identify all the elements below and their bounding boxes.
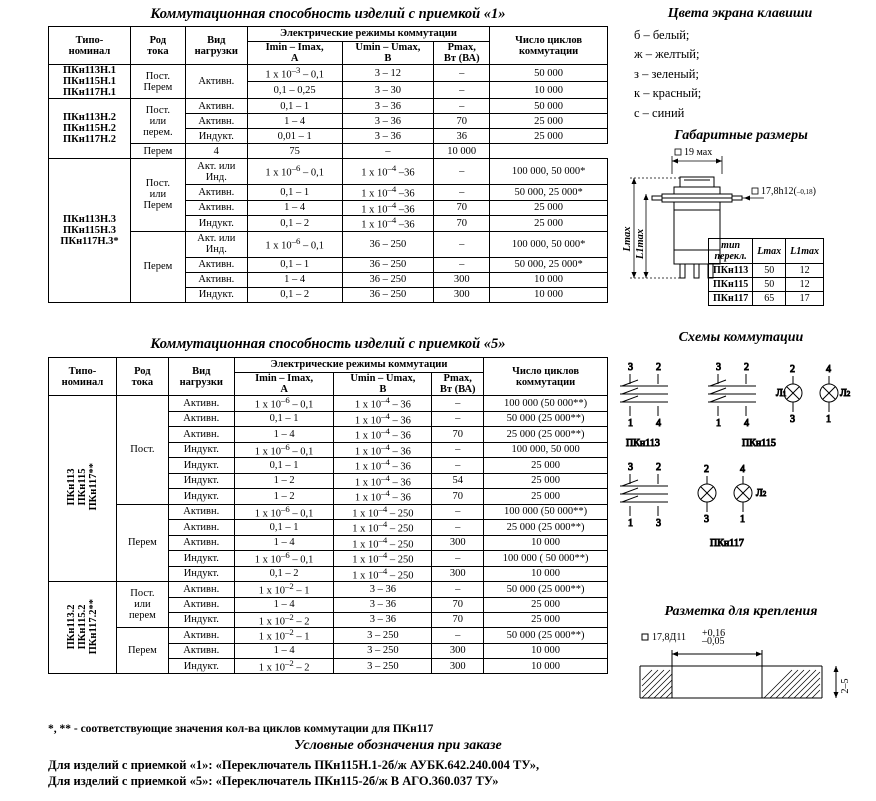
cell-current-range: 0,1 – 1	[247, 185, 342, 201]
cell-current-range: 0,1 – 0,25	[247, 82, 342, 99]
th-umin: Umin – Umax, В	[334, 373, 432, 396]
cell-voltage-range: 3 – 250	[334, 643, 432, 658]
svg-text:1: 1	[628, 418, 633, 429]
cell-voltage-range: 1 х $10^{-4} - 250$	[334, 535, 432, 551]
cell-load: Индукт.	[168, 658, 234, 674]
marking-title: Разметка для крепления	[664, 604, 818, 619]
dim-table-row	[709, 292, 824, 306]
cell-pmax: 300	[434, 272, 490, 287]
cell-cycles: 25 000	[484, 473, 608, 489]
cell-voltage-range: 3 – 250	[334, 628, 432, 644]
table2-container	[48, 357, 608, 674]
schemes-block	[612, 330, 870, 596]
mounting-marking-block	[612, 604, 870, 725]
svg-text:2: 2	[744, 362, 749, 373]
cell-pmax: –	[434, 159, 490, 185]
cell-pmax: 300	[432, 658, 484, 674]
marking-main-label: 17,8Д11	[652, 632, 686, 643]
cell-cycles: 100 000, 50 000*	[490, 231, 608, 257]
cell-pmax: 70	[432, 597, 484, 612]
table-row	[49, 231, 608, 257]
svg-text:Л2: Л2	[840, 388, 851, 399]
cell-cycles: 10 000	[490, 287, 608, 302]
cell-current-range: 1 х $10^{-2} - 1$	[234, 582, 334, 598]
cell-voltage-range: 1 х $10^{-4}$ –36	[342, 200, 434, 216]
cell-current-range: 1 – 4	[234, 427, 334, 443]
cell-load: Активн.	[185, 185, 247, 201]
cell-pmax: 70	[432, 612, 484, 628]
cell-voltage-range: 3 – 36	[342, 114, 434, 129]
th-type: Типо- номинал	[49, 27, 131, 65]
cell-voltage-range: 1 х $10^{-4} - 36$	[334, 427, 432, 443]
table-row	[49, 144, 608, 159]
cell-cycles: 10 000	[490, 272, 608, 287]
cell-cycles: 50 000 (25 000**)	[484, 411, 608, 427]
th-current: Род тока	[130, 27, 185, 65]
cell-type: ПКн113 ПКн115 ПКн117**	[49, 396, 117, 582]
svg-text:3: 3	[656, 518, 661, 529]
table-row	[49, 65, 608, 82]
cell-pmax: –	[434, 231, 490, 257]
cell-current: Перем	[130, 231, 185, 302]
cell-voltage-range: 1 х $10^{-4}$ –36	[342, 185, 434, 201]
cell-load: Активн.	[168, 597, 234, 612]
cell-current-range: 0,1 – 1	[234, 520, 334, 536]
cell-current-range: 0,1 – 2	[247, 287, 342, 302]
svg-text:4: 4	[740, 464, 745, 475]
dimensions-table	[708, 238, 824, 306]
svg-text:1: 1	[628, 518, 633, 529]
marking-tol-up: +0,16	[702, 628, 726, 639]
dim-table-cell: 17	[786, 292, 824, 306]
cell-current-range: 1 – 4	[247, 200, 342, 216]
cell-pmax: –	[432, 628, 484, 644]
svg-text:3: 3	[790, 414, 795, 425]
table-row	[49, 159, 608, 185]
cell-cycles: 25 000 (25 000**)	[484, 427, 608, 443]
th-modes: Электрические режимы коммутации	[247, 27, 489, 42]
dim-table-cell: 12	[786, 278, 824, 292]
cell-cycles: 10 000	[490, 82, 608, 99]
cell-cycles: 25 000	[484, 612, 608, 628]
cell-current-range: 1 х $10^{-6} - 0,1$	[234, 504, 334, 520]
cell-load: Индукт.	[168, 566, 234, 582]
cell-pmax: –	[434, 257, 490, 272]
th-current: Род тока	[116, 358, 168, 396]
svg-text:Л1: Л1	[776, 388, 787, 399]
cell-voltage-range: 3 – 12	[342, 65, 434, 82]
cell-current-range: 0,1 – 1	[247, 257, 342, 272]
svg-text:ПКн113: ПКн113	[626, 438, 660, 449]
cell-voltage-range: 3 – 36	[342, 129, 434, 144]
cell-current-range: 0,1 – 2	[247, 216, 342, 232]
cell-current: Перем	[116, 504, 168, 582]
svg-text:4: 4	[826, 364, 831, 375]
footnote: *, ** - соответствующие значения кол-ва циклов коммутации для ПКн117	[48, 723, 434, 735]
cell-type: ПКн113Н.3 ПКн115Н.3 ПКн117Н.3*	[49, 159, 131, 303]
cell-current-range: 0,1 – 2	[234, 566, 334, 582]
table-row	[49, 628, 608, 644]
svg-text:3: 3	[628, 462, 633, 473]
cell-current: Пост. Перем	[130, 65, 185, 99]
schemes-drawing	[612, 346, 870, 596]
cell-voltage-range: 3 – 250	[334, 658, 432, 674]
cell-type: ПКн113.2 ПКн115.2 ПКн117.2**	[49, 582, 117, 674]
cell-current: Пост.	[116, 396, 168, 505]
screen-colors-block	[612, 6, 868, 123]
colors-title: Цвета экрана клавиши	[667, 6, 813, 21]
cell-cycles: 100 000 (50 000**)	[484, 504, 608, 520]
table-row	[49, 99, 608, 114]
dim-table-header: тип перекл.	[709, 239, 753, 264]
dim-table-cell: 65	[753, 292, 786, 306]
svg-text:Л2: Л2	[756, 488, 767, 499]
cell-pmax: 70	[434, 216, 490, 232]
svg-text:4: 4	[656, 418, 661, 429]
cell-cycles: 25 000	[484, 458, 608, 474]
cell-load: Перем	[130, 144, 185, 159]
cell-current-range: 1 х $10^{-6} - 0,1$	[247, 159, 342, 185]
dim-table-cell: ПКн113	[709, 264, 753, 278]
dim-table-cell: 50	[753, 278, 786, 292]
svg-text:2: 2	[656, 462, 661, 473]
cell-current: Пост. или Перем	[130, 159, 185, 232]
svg-text:2: 2	[704, 464, 709, 475]
cell-load: Индукт.	[168, 442, 234, 458]
cell-load: Индукт.	[168, 458, 234, 474]
cell-voltage-range: 36 – 250	[342, 257, 434, 272]
table-row	[49, 582, 608, 598]
cell-current-range: 1 х $10^{-2} - 2$	[234, 612, 334, 628]
cell-pmax: –	[432, 442, 484, 458]
order-line-2: Для изделий с приемкой «5»: «Переключатель ПКн115-2б/ж В АГО.360.037 ТУ»	[48, 774, 499, 788]
cell-voltage-range: 1 х $10^{-4} - 250$	[334, 566, 432, 582]
cell-cycles: 50 000 (25 000**)	[484, 582, 608, 598]
cell-cycles: 100 000 ( 50 000**)	[484, 551, 608, 567]
table1-header-row	[49, 27, 608, 42]
cell-voltage-range: 3 – 36	[334, 612, 432, 628]
cell-voltage-range: 36 – 250	[342, 287, 434, 302]
cell-current-range: 4	[185, 144, 247, 159]
dim-top-label: 19 мах	[684, 147, 713, 158]
cell-cycles: 50 000 (25 000**)	[484, 628, 608, 644]
cell-current-range: 1 х $10^{-2} - 1$	[234, 628, 334, 644]
cell-cycles: 25 000	[484, 597, 608, 612]
schemes-title: Схемы коммутации	[678, 330, 804, 345]
dim-table-cell: 50	[753, 264, 786, 278]
cell-cycles: 10 000	[484, 566, 608, 582]
cell-cycles: 50 000, 25 000*	[490, 185, 608, 201]
cell-load: Активн.	[168, 628, 234, 644]
cell-pmax: –	[432, 551, 484, 567]
svg-text:ПКн117: ПКн117	[710, 538, 744, 549]
dim-table-row	[709, 264, 824, 278]
cell-pmax: –	[432, 396, 484, 412]
colors-list	[612, 26, 868, 123]
cell-voltage-range: 1 х $10^{-4} - 36$	[334, 442, 432, 458]
table2-title: Коммутационная способность изделий с приемкой «5»	[150, 336, 506, 352]
cell-pmax: 70	[434, 114, 490, 129]
color-item: с – синий	[634, 105, 685, 120]
cell-cycles: 10 000	[484, 658, 608, 674]
cell-current-range: 1 – 4	[234, 535, 334, 551]
cell-current: Перем	[116, 628, 168, 674]
svg-text:2: 2	[656, 362, 661, 373]
dim-lmax-label: Lmax	[622, 226, 633, 252]
cell-load: Активн.	[185, 99, 247, 114]
dim-table-row	[709, 278, 824, 292]
th-umin: Umin – Umax, В	[342, 42, 434, 65]
cell-voltage-range: 1 х $10^{-4} - 250$	[334, 520, 432, 536]
cell-load: Индукт.	[185, 287, 247, 302]
cell-cycles: 25 000	[490, 114, 608, 129]
cell-voltage-range: 75	[247, 144, 342, 159]
cell-load: Активн.	[185, 114, 247, 129]
cell-pmax: 300	[432, 566, 484, 582]
cell-load: Активн.	[168, 411, 234, 427]
marking-right-label: 2–5	[840, 678, 851, 694]
color-item: ж – желтый;	[634, 47, 700, 62]
marking-tol-dn: –0,05	[702, 636, 725, 647]
order-line-1: Для изделий с приемкой «1»: «Переключатель ПКн115Н.1-2б/ж АУБК.642.240.004 ТУ»,	[48, 758, 540, 772]
cell-load: Индукт.	[185, 129, 247, 144]
cell-cycles: 10 000	[484, 643, 608, 658]
cell-current: Пост. или перем.	[130, 99, 185, 144]
cell-current-range: 0,1 – 1	[234, 458, 334, 474]
cell-load: Активн.	[185, 200, 247, 216]
dim-right-label: 17,8h12(–0,18)	[761, 186, 816, 197]
svg-text:3: 3	[628, 362, 633, 373]
cell-pmax: –	[432, 520, 484, 536]
cell-voltage-range: 1 х $10^{-4} - 36$	[334, 458, 432, 474]
svg-text:1: 1	[716, 418, 721, 429]
dim-table-cell: ПКн117	[709, 292, 753, 306]
cell-current-range: 0,1 – 1	[234, 411, 334, 427]
dimensions-title: Габаритные размеры	[674, 128, 808, 143]
cell-load: Активн.	[185, 65, 247, 99]
cell-cycles: 50 000	[490, 65, 608, 82]
th-pmax: Pmax, Вт (ВА)	[432, 373, 484, 396]
cell-current-range: 1 х $10^{-6} - 0,1$	[247, 231, 342, 257]
th-type: Типо- номинал	[49, 358, 117, 396]
cell-voltage-range: 3 – 36	[334, 582, 432, 598]
table2-header-row	[49, 358, 608, 373]
th-load: Вид нагрузки	[168, 358, 234, 396]
cell-load: Индукт.	[168, 612, 234, 628]
th-cycles: Число циклов коммутации	[484, 358, 608, 396]
th-cycles: Число циклов коммутации	[490, 27, 608, 65]
svg-text:4: 4	[744, 418, 749, 429]
cell-current-range: 1 х $10^{-3} - 0,1$	[247, 65, 342, 82]
cell-voltage-range: 1 х $10^{-4}$ –36	[342, 216, 434, 232]
th-modes: Электрические режимы коммутации	[234, 358, 483, 373]
cell-cycles: 25 000	[490, 129, 608, 144]
cell-voltage-range: 1 х $10^{-4} - 250$	[334, 504, 432, 520]
th-pmax: Pmax, Вт (ВА)	[434, 42, 490, 65]
dim-l1max-label: L1max	[635, 228, 646, 260]
cell-pmax: –	[434, 65, 490, 82]
cell-cycles: 25 000 (25 000**)	[484, 520, 608, 536]
cell-pmax: 70	[432, 427, 484, 443]
cell-cycles: 25 000	[490, 216, 608, 232]
table1-container	[48, 26, 608, 303]
svg-text:ПКн115: ПКн115	[742, 438, 776, 449]
dim-table-cell: ПКн115	[709, 278, 753, 292]
cell-voltage-range: 1 х $10^{-4} - 36$	[334, 396, 432, 412]
cell-voltage-range: 1 х $10^{-4} - 36$	[334, 489, 432, 505]
cell-voltage-range: 36 – 250	[342, 272, 434, 287]
cell-pmax: –	[434, 82, 490, 99]
dim-table-header: L1max	[786, 239, 824, 264]
cell-voltage-range: 1 х $10^{-4} - 250$	[334, 551, 432, 567]
cell-load: Индукт.	[168, 473, 234, 489]
cell-current-range: 1 – 4	[234, 643, 334, 658]
switching-capacity-table-2	[48, 357, 608, 674]
cell-pmax: 54	[432, 473, 484, 489]
color-item: к – красный;	[634, 86, 702, 101]
cell-voltage-range: 3 – 36	[342, 99, 434, 114]
svg-text:1: 1	[826, 414, 831, 425]
color-item: б – белый;	[634, 28, 690, 42]
cell-load: Активн.	[168, 504, 234, 520]
cell-current-range: 1 – 2	[234, 473, 334, 489]
color-item: з – зеленый;	[634, 66, 699, 81]
cell-load: Активн.	[168, 520, 234, 536]
cell-current-range: 1 – 4	[234, 597, 334, 612]
cell-load: Акт. или Инд.	[185, 159, 247, 185]
cell-load: Активн.	[168, 582, 234, 598]
cell-pmax: 300	[432, 535, 484, 551]
cell-current-range: 1 х $10^{-6} - 0,1$	[234, 551, 334, 567]
table-row	[49, 504, 608, 520]
cell-current-range: 1 – 4	[247, 272, 342, 287]
switching-capacity-table-1	[48, 26, 608, 303]
svg-text:2: 2	[790, 364, 795, 375]
cell-cycles: 100 000, 50 000	[484, 442, 608, 458]
cell-cycles: 10 000	[484, 535, 608, 551]
cell-load: Индукт.	[168, 551, 234, 567]
cell-cycles: 10 000	[434, 144, 490, 159]
cell-voltage-range: 1 х $10^{-4} - 36$	[334, 473, 432, 489]
cell-cycles: 100 000, 50 000*	[490, 159, 608, 185]
cell-pmax: 300	[434, 287, 490, 302]
order-title: Условные обозначения при заказе	[294, 738, 502, 753]
cell-voltage-range: 36 – 250	[342, 231, 434, 257]
svg-text:1: 1	[740, 514, 745, 525]
th-imin: Imin – Imax, А	[247, 42, 342, 65]
cell-current-range: 1 – 2	[234, 489, 334, 505]
cell-type: ПКн113Н.2 ПКн115Н.2 ПКн117Н.2	[49, 99, 131, 159]
dim-table-header: Lmax	[753, 239, 786, 264]
cell-load: Акт. или Инд.	[185, 231, 247, 257]
cell-load: Активн.	[185, 257, 247, 272]
marking-drawing	[612, 620, 870, 725]
cell-cycles: 50 000, 25 000*	[490, 257, 608, 272]
table1-title: Коммутационная способность изделий с приемкой «1»	[150, 6, 506, 22]
cell-pmax: –	[434, 99, 490, 114]
svg-text:3: 3	[704, 514, 709, 525]
cell-voltage-range: 1 х $10^{-4}$ –36	[342, 159, 434, 185]
cell-current: Пост. или перем	[116, 582, 168, 628]
cell-pmax: –	[342, 144, 434, 159]
cell-load: Активн.	[168, 535, 234, 551]
cell-current-range: 1 х $10^{-6} - 0,1$	[234, 396, 334, 412]
cell-voltage-range: 1 х $10^{-4} - 36$	[334, 411, 432, 427]
cell-current-range: 1 х $10^{-6} - 0,1$	[234, 442, 334, 458]
cell-pmax: –	[432, 504, 484, 520]
cell-pmax: –	[432, 582, 484, 598]
cell-type: ПКн113Н.1 ПКн115Н.1 ПКн117Н.1	[49, 65, 131, 99]
cell-current-range: 1 х $10^{-2} - 2$	[234, 658, 334, 674]
cell-pmax: 70	[434, 200, 490, 216]
dim-table-cell: 12	[786, 264, 824, 278]
th-load: Вид нагрузки	[185, 27, 247, 65]
cell-cycles: 100 000 (50 000**)	[484, 396, 608, 412]
cell-voltage-range: 3 – 30	[342, 82, 434, 99]
cell-load: Активн.	[168, 427, 234, 443]
th-imin: Imin – Imax, А	[234, 373, 334, 396]
cell-pmax: –	[434, 185, 490, 201]
cell-load: Индукт.	[168, 489, 234, 505]
cell-pmax: –	[432, 411, 484, 427]
cell-cycles: 25 000	[484, 489, 608, 505]
cell-pmax: –	[432, 458, 484, 474]
cell-current-range: 0,1 – 1	[247, 99, 342, 114]
svg-text:3: 3	[716, 362, 721, 373]
cell-load: Индукт.	[185, 216, 247, 232]
cell-load: Активн.	[168, 643, 234, 658]
cell-pmax: 300	[432, 643, 484, 658]
cell-current-range: 0,01 – 1	[247, 129, 342, 144]
table-row	[49, 396, 608, 412]
cell-pmax: 36	[434, 129, 490, 144]
cell-cycles: 25 000	[490, 200, 608, 216]
cell-voltage-range: 3 – 36	[334, 597, 432, 612]
cell-current-range: 1 – 4	[247, 114, 342, 129]
cell-pmax: 70	[432, 489, 484, 505]
cell-load: Активн.	[185, 272, 247, 287]
dimensions-block	[612, 128, 870, 319]
cell-cycles: 50 000	[490, 99, 608, 114]
cell-load: Активн.	[168, 396, 234, 412]
